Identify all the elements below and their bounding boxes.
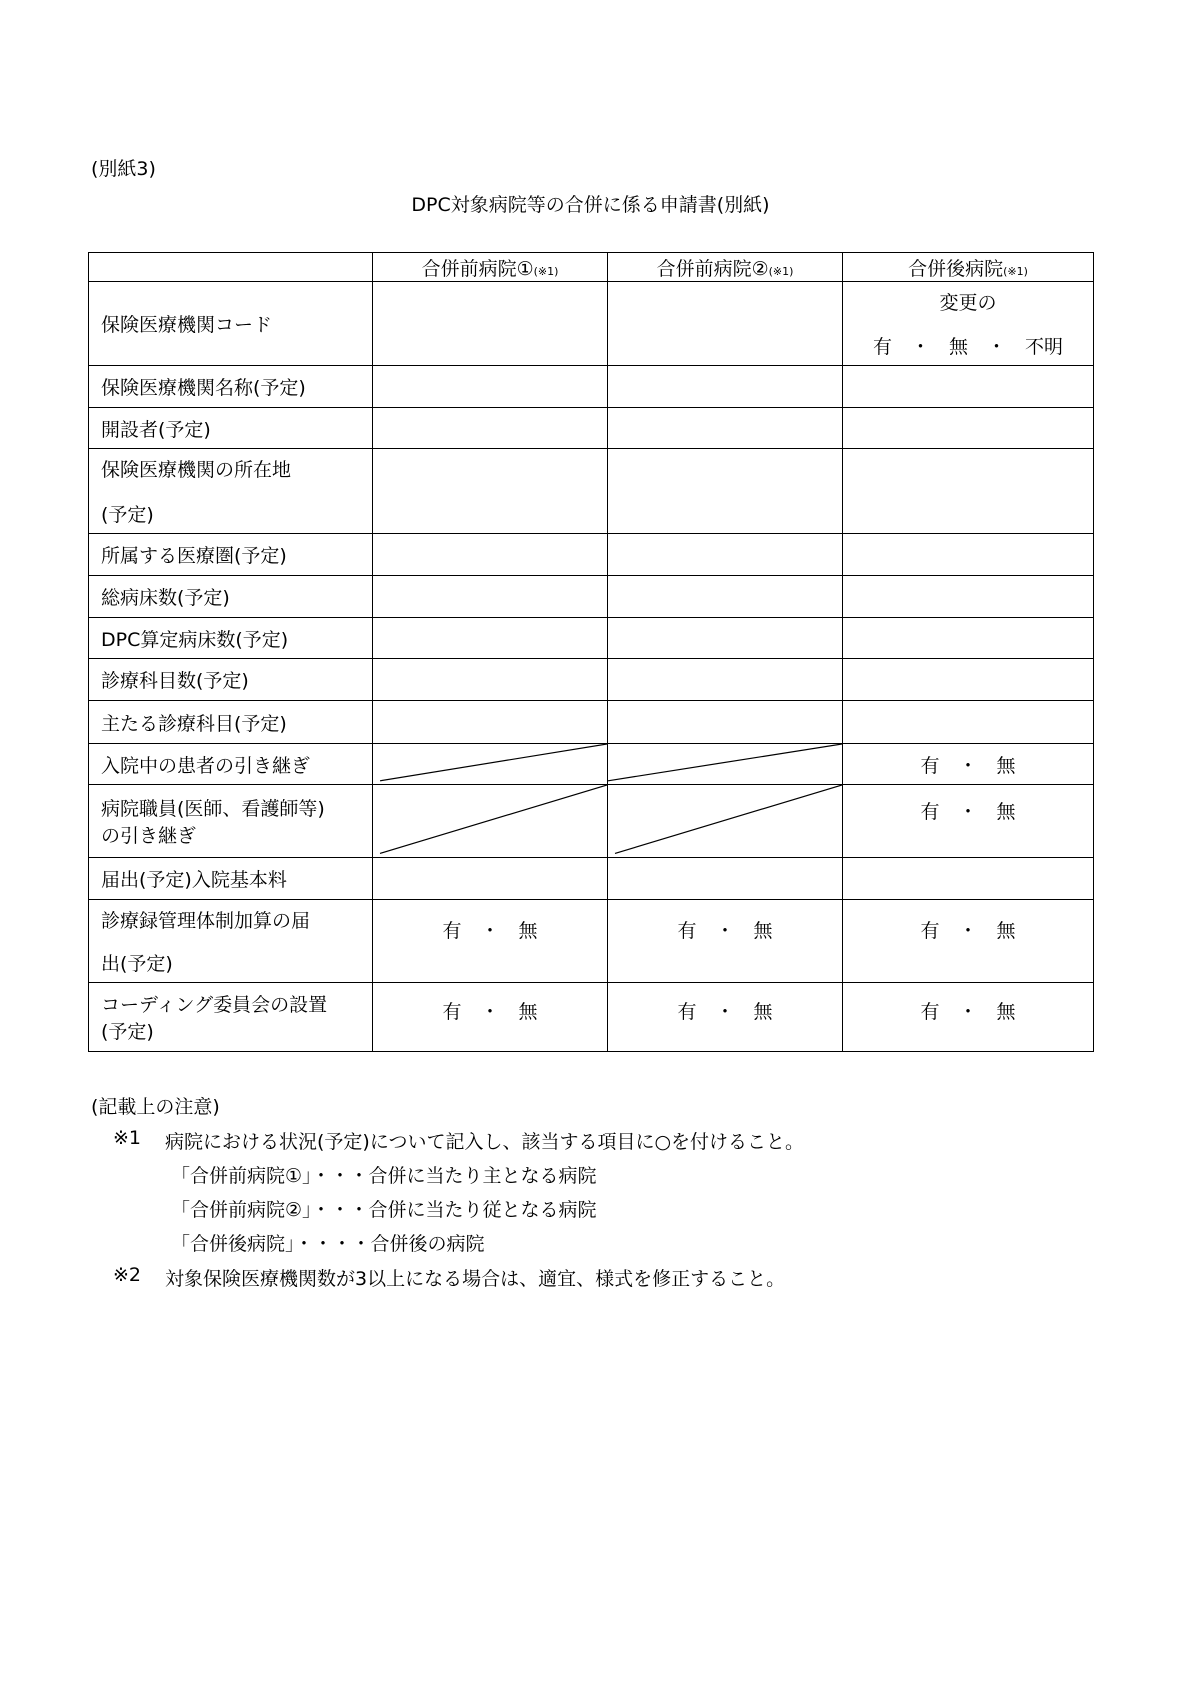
yes-no-option[interactable]: 有 ・ 無 bbox=[843, 983, 1094, 1052]
input-cell[interactable] bbox=[608, 408, 843, 449]
input-cell[interactable] bbox=[373, 449, 608, 534]
header-blank bbox=[89, 253, 373, 282]
input-cell[interactable] bbox=[608, 858, 843, 900]
table-row bbox=[89, 983, 1094, 1052]
table-row bbox=[89, 900, 1094, 983]
row-label: 診療録管理体制加算の届 出(予定) bbox=[89, 900, 373, 983]
note-1-item: 「合併後病院」・・・・合併後の病院 bbox=[171, 1233, 485, 1255]
input-cell[interactable] bbox=[843, 534, 1094, 576]
input-cell[interactable] bbox=[373, 701, 608, 744]
input-cell[interactable] bbox=[608, 659, 843, 701]
row-label: 総病床数(予定) bbox=[89, 576, 373, 618]
table-row bbox=[89, 785, 1094, 858]
table-row bbox=[89, 282, 1094, 366]
table-row bbox=[89, 701, 1094, 744]
table-row bbox=[89, 659, 1094, 701]
yes-no-option[interactable]: 有 ・ 無 bbox=[373, 900, 608, 983]
notes-heading: (記載上の注意) bbox=[91, 1096, 220, 1118]
input-cell[interactable] bbox=[608, 366, 843, 408]
row-label: コーディング委員会の設置 (予定) bbox=[89, 983, 373, 1052]
input-cell[interactable] bbox=[373, 576, 608, 618]
input-cell[interactable] bbox=[373, 618, 608, 659]
input-cell[interactable] bbox=[843, 366, 1094, 408]
yes-no-option[interactable]: 有 ・ 無 bbox=[373, 983, 608, 1052]
table-row bbox=[89, 618, 1094, 659]
code-change-cell[interactable] bbox=[843, 282, 1094, 366]
input-cell[interactable] bbox=[608, 449, 843, 534]
input-cell[interactable] bbox=[843, 701, 1094, 744]
row-label: 診療科目数(予定) bbox=[89, 659, 373, 701]
diagonal-cell bbox=[373, 785, 608, 858]
yes-no-option[interactable]: 有 ・ 無 bbox=[608, 900, 843, 983]
input-cell[interactable] bbox=[843, 618, 1094, 659]
code-change-label: 変更の bbox=[939, 292, 997, 314]
row-label: 所属する医療圏(予定) bbox=[89, 534, 373, 576]
row-label: DPC算定病床数(予定) bbox=[89, 618, 373, 659]
row-label: 主たる診療科目(予定) bbox=[89, 701, 373, 744]
note-1-item: 「合併前病院②」・・・合併に当たり従となる病院 bbox=[171, 1199, 597, 1221]
row-label: 保険医療機関名称(予定) bbox=[89, 366, 373, 408]
input-cell[interactable] bbox=[373, 408, 608, 449]
input-cell[interactable] bbox=[608, 618, 843, 659]
note-1-item: 「合併前病院①」・・・合併に当たり主となる病院 bbox=[171, 1165, 597, 1187]
yes-no-option[interactable]: 有 ・ 無 bbox=[843, 785, 1094, 858]
input-cell[interactable] bbox=[373, 282, 608, 366]
yes-no-option[interactable]: 有 ・ 無 bbox=[843, 744, 1094, 785]
diagonal-cell bbox=[373, 744, 608, 785]
table-row bbox=[89, 744, 1094, 785]
table-row bbox=[89, 576, 1094, 618]
input-cell[interactable] bbox=[608, 701, 843, 744]
table-row bbox=[89, 366, 1094, 408]
input-cell[interactable] bbox=[843, 659, 1094, 701]
row-label: 病院職員(医師、看護師等) の引き継ぎ bbox=[89, 785, 373, 858]
note-1-text: 病院における状況(予定)について記入し、該当する項目に○を付けること。 bbox=[165, 1131, 805, 1153]
input-cell[interactable] bbox=[843, 576, 1094, 618]
header-row bbox=[89, 253, 1094, 282]
input-cell[interactable] bbox=[373, 534, 608, 576]
header-hospital-2: 合併前病院②(※1) bbox=[608, 253, 843, 282]
note-1-mark: ※1 bbox=[113, 1127, 142, 1149]
yes-no-option[interactable]: 有 ・ 無 bbox=[608, 983, 843, 1052]
row-label: 保険医療機関の所在地 (予定) bbox=[89, 449, 373, 534]
row-label: 入院中の患者の引き継ぎ bbox=[89, 744, 373, 785]
input-cell[interactable] bbox=[608, 282, 843, 366]
row-label: 保険医療機関コード bbox=[89, 282, 373, 366]
attachment-label: (別紙3) bbox=[91, 158, 156, 180]
table-row bbox=[89, 858, 1094, 900]
input-cell[interactable] bbox=[843, 408, 1094, 449]
table-row bbox=[89, 449, 1094, 534]
note-2-mark: ※2 bbox=[113, 1264, 142, 1286]
document-title: DPC対象病院等の合併に係る申請書(別紙) bbox=[411, 194, 770, 216]
table-row bbox=[89, 534, 1094, 576]
input-cell[interactable] bbox=[608, 534, 843, 576]
row-label: 開設者(予定) bbox=[89, 408, 373, 449]
code-change-options: 有 ・ 無 ・ 不明 bbox=[872, 336, 1063, 358]
input-cell[interactable] bbox=[373, 858, 608, 900]
input-cell[interactable] bbox=[373, 659, 608, 701]
input-cell[interactable] bbox=[608, 576, 843, 618]
input-cell[interactable] bbox=[843, 858, 1094, 900]
header-merged-hospital: 合併後病院(※1) bbox=[843, 253, 1094, 282]
input-cell[interactable] bbox=[373, 366, 608, 408]
application-table bbox=[88, 252, 1094, 1052]
header-hospital-1: 合併前病院①(※1) bbox=[373, 253, 608, 282]
input-cell[interactable] bbox=[843, 449, 1094, 534]
diagonal-cell bbox=[608, 785, 843, 858]
table-row bbox=[89, 408, 1094, 449]
row-label: 届出(予定)入院基本料 bbox=[89, 858, 373, 900]
note-2-text: 対象保険医療機関数が3以上になる場合は、適宜、様式を修正すること。 bbox=[165, 1268, 786, 1290]
diagonal-cell bbox=[608, 744, 843, 785]
yes-no-option[interactable]: 有 ・ 無 bbox=[843, 900, 1094, 983]
